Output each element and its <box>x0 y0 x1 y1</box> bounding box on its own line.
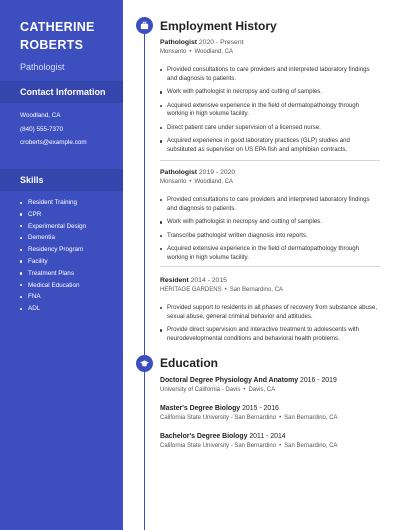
contact-email[interactable]: croberts@example.com <box>20 139 87 146</box>
education-dates: 2015 - 2016 <box>242 405 279 412</box>
skill-item: Resident Training <box>20 197 123 209</box>
job-entry: Pathologist 2019 - 2020 Monsanto • Woodland, CA Provided consultations to care providers and interpreted laboratory findings and diagnosis to patients. Work with pathologist in necropsy and cutting of samples. Transcribe pathologist written diagnosis into reports. Acquired extensive experience in the field of dermatopathology through working in high volume facility. <box>160 168 380 267</box>
skill-item: Facility <box>20 256 123 268</box>
job-role: Pathologist <box>160 39 198 46</box>
job-entry: Pathologist 2020 - Present Monsanto • Woodland, CA Provided consultations to care providers and interpreted laboratory findings and diagnosis to patients. Work with pathologist in necropsy and cutting of samples. Acquired extensive experience in the field of dermatopathology through working in high volume facility. Direct patient care under supervision of a licensed nurse. Acquired experience in good laboratory practices (GLP) studies and substituted as supervisor on US EPA fish and amphibian contracts. <box>160 38 380 159</box>
education-dates: 2016 - 2019 <box>300 377 337 384</box>
education-location: Davis, CA <box>248 387 276 393</box>
education-school: California State University - San Bernardino <box>160 415 277 421</box>
job-bullet: Direct patient care under supervision of a licensed nurse. <box>160 124 380 133</box>
sidebar <box>0 0 123 530</box>
job-location: Woodland, CA <box>194 179 234 185</box>
job-location: San Bernardino, CA <box>229 287 284 293</box>
job-bullet: Provided support to residents in all phases of recovery from substance abuse, sexual abuse, general criminal behavior and attitudes. <box>160 304 380 322</box>
skill-item: CPR <box>20 209 123 221</box>
skill-item: Dementia <box>20 232 123 244</box>
skills-heading: Skills <box>0 169 123 191</box>
name-block <box>0 0 123 81</box>
job-bullet: Provide direct supervision and interactive treatment to adolescents with neurodevelopmental conditions and behavioral health problems. <box>160 326 380 344</box>
education-location: San Bernardino, CA <box>284 415 338 421</box>
job-bullet: Transcribe pathologist written diagnosis into reports. <box>160 232 380 241</box>
job-bullets <box>160 304 380 344</box>
job-bullet: Acquired experience in good laboratory practices (GLP) studies and substituted as supervisor on US EPA fish and amphibian contracts. <box>160 137 380 155</box>
job-dates: 2020 - Present <box>198 39 244 46</box>
briefcase-icon <box>136 17 153 34</box>
education-dates: 2011 - 2014 <box>249 433 286 440</box>
job-dates: 2014 - 2015 <box>190 277 227 284</box>
skill-item: FNA <box>20 291 123 303</box>
job-bullets <box>160 66 380 155</box>
candidate-name-first: CATHERINE <box>20 20 95 34</box>
education-entry: Master's Degree Biology 2015 - 2016 California State University - San Bernardino • San Bernardino, CA <box>160 405 338 421</box>
contact-list <box>0 103 123 169</box>
skill-item: Residency Program <box>20 244 123 256</box>
job-role: Resident <box>160 277 189 284</box>
education-school: University of California - Davis <box>160 387 241 393</box>
graduation-cap-icon <box>136 355 153 372</box>
candidate-name-last: ROBERTS <box>20 38 84 52</box>
skill-item: Medical Education <box>20 280 123 292</box>
contact-phone: (840) 555-7370 <box>20 125 64 133</box>
job-dates: 2019 - 2020 <box>198 169 236 176</box>
education-degree: Doctoral Degree Physiology And Anatomy <box>160 377 299 384</box>
job-company: HERITAGE GARDENS <box>160 287 222 293</box>
education-degree: Bachelor's Degree Biology <box>160 433 248 440</box>
job-bullet: Acquired extensive experience in the field of dermatopathology through working in high volume facility. <box>160 102 380 120</box>
job-bullet: Provided consultations to care providers and interpreted laboratory findings and diagnosis to patients. <box>160 196 380 214</box>
job-bullets <box>160 196 380 263</box>
contact-heading: Contact Information <box>0 81 123 103</box>
job-bullet: Acquired extensive experience in the field of dermatopathology through working in high volume facility. <box>160 245 380 263</box>
education-heading: Education <box>160 356 219 370</box>
skill-item: Experimental Design <box>20 221 123 233</box>
skill-item: Treatment Plans <box>20 268 123 280</box>
education-location: San Bernardino, CA <box>284 443 338 449</box>
candidate-title: Pathologist <box>20 62 65 72</box>
skill-item: ADL <box>20 303 123 315</box>
job-bullet: Work with pathologist in necropsy and cutting of samples. <box>160 218 380 227</box>
job-role: Pathologist <box>160 169 198 176</box>
education-entry: Bachelor's Degree Biology 2011 - 2014 California State University - San Bernardino • San Bernardino, CA <box>160 433 338 449</box>
divider <box>160 160 380 161</box>
contact-location: Woodland, CA <box>20 112 61 119</box>
job-entry: Resident 2014 - 2015 HERITAGE GARDENS • San Bernardino, CA Provided support to residents in all phases of recovery from substance abuse, sexual abuse, general criminal behavior and attitudes. Provide direct supervision and interactive treatment to adolescents with neurodevelopmental conditions and behavioral health problems. <box>160 276 380 348</box>
skills-list <box>0 191 123 315</box>
education-school: California State University - San Bernardino <box>160 443 277 449</box>
job-location: Woodland, CA <box>194 49 234 55</box>
education-degree: Master's Degree Biology <box>160 405 241 412</box>
employment-heading: Employment History <box>160 19 277 33</box>
job-bullet: Work with pathologist in necropsy and cutting of samples. <box>160 88 380 97</box>
job-company: Monsanto <box>160 49 187 55</box>
job-company: Monsanto <box>160 179 187 185</box>
timeline-line <box>144 28 145 530</box>
job-bullet: Provided consultations to care providers and interpreted laboratory findings and diagnosis to patients. <box>160 66 380 84</box>
education-entry: Doctoral Degree Physiology And Anatomy 2016 - 2019 University of California - Davis • Davis, CA <box>160 377 337 393</box>
divider <box>160 266 380 267</box>
